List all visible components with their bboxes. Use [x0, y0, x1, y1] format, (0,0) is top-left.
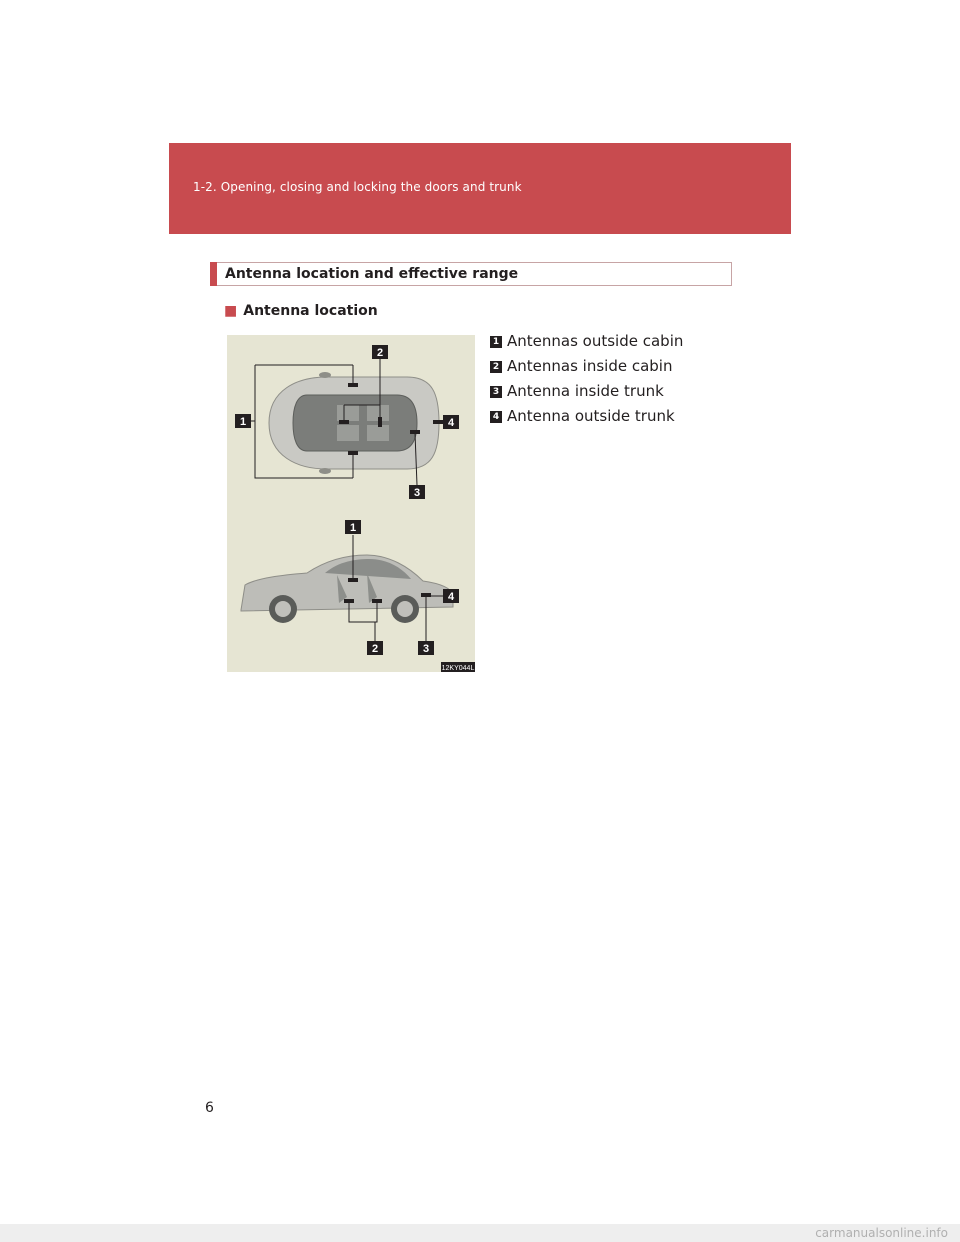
- callout-side-1: [345, 520, 361, 534]
- section-heading: Antenna location and effective range: [225, 266, 519, 282]
- section-heading-box: [210, 262, 732, 286]
- watermark-text: carmanualsonline.info: [815, 1226, 948, 1240]
- subsection-heading-text: Antenna location: [243, 303, 378, 319]
- svg-text:3: 3: [422, 643, 430, 655]
- legend-number-badge: 1: [490, 336, 502, 348]
- svg-text:1: 1: [239, 416, 247, 428]
- chapter-title: 1-2. Opening, closing and locking the doors and trunk: [193, 180, 522, 194]
- callout-side-4: [443, 589, 459, 603]
- watermark: [0, 1224, 960, 1242]
- subsection-heading: [224, 303, 378, 319]
- svg-text:1: 1: [349, 522, 357, 534]
- svg-text:2: 2: [371, 643, 379, 655]
- legend-label: Antennas outside cabin: [507, 332, 684, 350]
- legend-label: Antenna inside trunk: [507, 382, 664, 400]
- page-number: 6: [205, 1100, 214, 1116]
- legend-number-badge: 3: [490, 386, 502, 398]
- svg-text:3: 3: [413, 487, 421, 499]
- car-top-view: [269, 372, 439, 474]
- callout-top-2: [372, 345, 388, 359]
- svg-text:2: 2: [376, 347, 384, 359]
- legend-label: Antenna outside trunk: [507, 407, 675, 425]
- svg-text:12KY044L: 12KY044L: [441, 665, 475, 672]
- callout-top-3: [409, 485, 425, 499]
- legend-number-badge: 4: [490, 411, 502, 423]
- callout-side-3: [418, 641, 434, 655]
- car-diagram: [227, 335, 475, 672]
- antenna-location-figure: [227, 335, 475, 672]
- legend-label: Antennas inside cabin: [507, 357, 673, 375]
- figure-code-label: [441, 662, 475, 672]
- car-side-view: [241, 555, 453, 623]
- svg-text:4: 4: [447, 591, 455, 603]
- callout-top-1: [235, 414, 251, 428]
- legend-number-badge: 2: [490, 361, 502, 373]
- callout-side-2: [367, 641, 383, 655]
- callout-top-4: [443, 415, 459, 429]
- bullet-square-icon: ■: [224, 303, 238, 319]
- svg-text:4: 4: [447, 417, 455, 429]
- section-heading-accent-bar: [210, 262, 217, 286]
